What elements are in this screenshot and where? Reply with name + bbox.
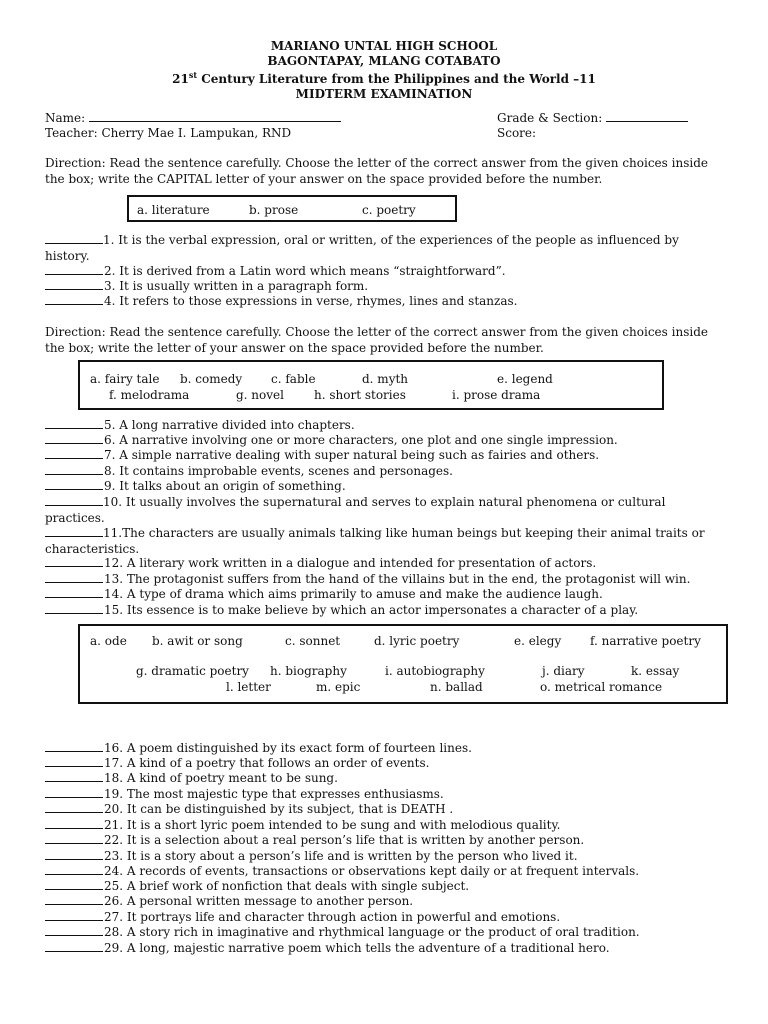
choices-box-3 [78,624,728,704]
direction-1: Direction: Read the sentence carefully. Choose the letter of the correct answer from the given choices inside the box; write the CAPITAL letter of your answer on the space provided before the number. [45,156,708,186]
choice: h. biography [270,664,347,678]
choice: g. dramatic poetry [136,664,249,678]
subject-title: 21st Century Literature from the Philippines and the World –11 [172,70,596,86]
question-16: 16. A poem distinguished by its exact form of fourteen lines. [45,740,472,756]
choice: e. legend [497,372,553,386]
choices-box-2 [78,360,664,410]
question-23: 23. It is a story about a person’s life and is written by the person who lived it. [45,848,578,864]
answer-blank[interactable] [45,293,103,305]
question-20: 20. It can be distinguished by its subject, that is DEATH . [45,801,453,817]
answer-blank[interactable] [45,263,103,275]
choice: m. epic [316,680,361,694]
answer-blank[interactable] [45,740,103,752]
question-25: 25. A brief work of nonfiction that deals with single subject. [45,878,469,894]
school-name: MARIANO UNTAL HIGH SCHOOL [270,39,498,53]
choice: j. diary [542,664,585,678]
question-17: 17. A kind of a poetry that follows an order of events. [45,755,429,771]
grade-line [497,110,688,126]
answer-blank[interactable] [45,817,103,829]
answer-blank[interactable] [45,878,103,890]
answer-blank[interactable] [45,832,103,844]
choice: e. elegy [514,634,562,648]
choice: c. poetry [362,203,416,217]
question-19: 19. The most majestic type that expresses enthusiasms. [45,786,444,802]
choice: a. literature [137,203,210,217]
question-26: 26. A personal written message to another person. [45,893,413,909]
choice: a. ode [90,634,127,648]
choice: i. autobiography [385,664,485,678]
question-29: 29. A long, majestic narrative poem which tells the adventure of a traditional hero. [45,940,610,956]
question-15: 15. Its essence is to make believe by which an actor impersonates a character of a play. [45,602,638,618]
exam-title: MIDTERM EXAMINATION [295,86,473,101]
choice: b. prose [249,203,299,217]
choice: d. lyric poetry [374,634,460,648]
answer-blank[interactable] [45,940,103,952]
answer-blank[interactable] [45,602,103,614]
choice: f. narrative poetry [590,634,701,648]
question-22: 22. It is a selection about a real person’s life that is written by another person. [45,832,584,848]
question-28: 28. A story rich in imaginative and rhythmical language or the product of oral tradition. [45,924,640,940]
score-label: Score: [497,126,537,140]
answer-blank[interactable] [45,463,103,475]
question-9: 9. It talks about an origin of something. [45,478,346,494]
question-18: 18. A kind of poetry meant to be sung. [45,770,338,786]
question-2: 2. It is derived from a Latin word which means “straightforward”. [45,263,506,279]
answer-blank[interactable] [45,893,103,905]
question-12: 12. A literary work written in a dialogue and intended for presentation of actors. [45,555,596,571]
question-4: 4. It refers to those expressions in verse, rhymes, lines and stanzas. [45,293,517,309]
answer-blank[interactable] [45,278,103,290]
question-5: 5. A long narrative divided into chapters. [45,417,355,433]
choice: d. myth [362,372,409,386]
answer-blank[interactable] [45,909,103,921]
choices-box-1 [127,195,457,222]
answer-blank[interactable] [45,447,103,459]
question-7: 7. A simple narrative dealing with super natural being such as fairies and others. [45,447,599,463]
choice: b. awit or song [152,634,243,648]
answer-blank[interactable] [45,786,103,798]
answer-blank[interactable] [45,770,103,782]
teacher-line: Teacher: Cherry Mae I. Lampukan, RND [45,126,292,140]
answer-blank[interactable] [45,848,103,860]
direction-2: Direction: Read the sentence carefully. Choose the letter of the correct answer from the given choices inside the box; write the letter of your answer on the space provided before the number. [45,325,708,355]
answer-blank[interactable] [45,755,103,767]
answer-blank[interactable] [45,525,103,537]
answer-blank[interactable] [45,571,103,583]
question-11: 11.The characters are usually animals talking like human beings but keeping their animal traits or characteristics. [45,526,705,556]
choice: c. sonnet [285,634,341,648]
name-field[interactable] [89,110,341,122]
choice: l. letter [226,680,271,694]
choice: n. ballad [430,680,483,694]
question-14: 14. A type of drama which aims primarily to amuse and make the audience laugh. [45,586,603,602]
choice: g. novel [236,388,284,402]
choice: f. melodrama [109,388,190,402]
answer-blank[interactable] [45,432,103,444]
grade-field[interactable] [606,110,688,122]
choice: c. fable [271,372,316,386]
school-address: BAGONTAPAY, MLANG COTABATO [267,53,501,68]
choice: h. short stories [314,388,406,402]
answer-blank[interactable] [45,924,103,936]
choice: a. fairy tale [90,372,160,386]
question-13: 13. The protagonist suffers from the hand of the villains but in the end, the protagonist will win. [45,571,690,587]
answer-blank[interactable] [45,801,103,813]
answer-blank[interactable] [45,555,103,567]
choice: o. metrical romance [540,680,663,694]
choice: k. essay [631,664,680,678]
question-24: 24. A records of events, transactions or observations kept daily or at frequent intervals. [45,863,639,879]
question-3: 3. It is usually written in a paragraph form. [45,278,368,294]
question-21: 21. It is a short lyric poem intended to be sung and with melodious quality. [45,817,560,833]
question-1: 1. It is the verbal expression, oral or written, of the experiences of the people as influenced by history. [45,233,679,263]
question-10: 10. It usually involves the supernatural and serves to explain natural phenomena or cultural practices. [45,495,666,525]
answer-blank[interactable] [45,863,103,875]
name-label: Name: [45,111,86,125]
choice: i. prose drama [452,388,541,402]
answer-blank[interactable] [45,478,103,490]
answer-blank[interactable] [45,232,103,244]
question-8: 8. It contains improbable events, scenes and personages. [45,463,453,479]
answer-blank[interactable] [45,417,103,429]
question-27: 27. It portrays life and character through action in powerful and emotions. [45,909,560,925]
choice: b. comedy [180,372,243,386]
answer-blank[interactable] [45,586,103,598]
question-6: 6. A narrative involving one or more characters, one plot and one single impression. [45,432,618,448]
grade-label: Grade & Section: [497,111,603,125]
name-line [45,110,341,126]
exam-header [0,39,768,101]
answer-blank[interactable] [45,494,103,506]
